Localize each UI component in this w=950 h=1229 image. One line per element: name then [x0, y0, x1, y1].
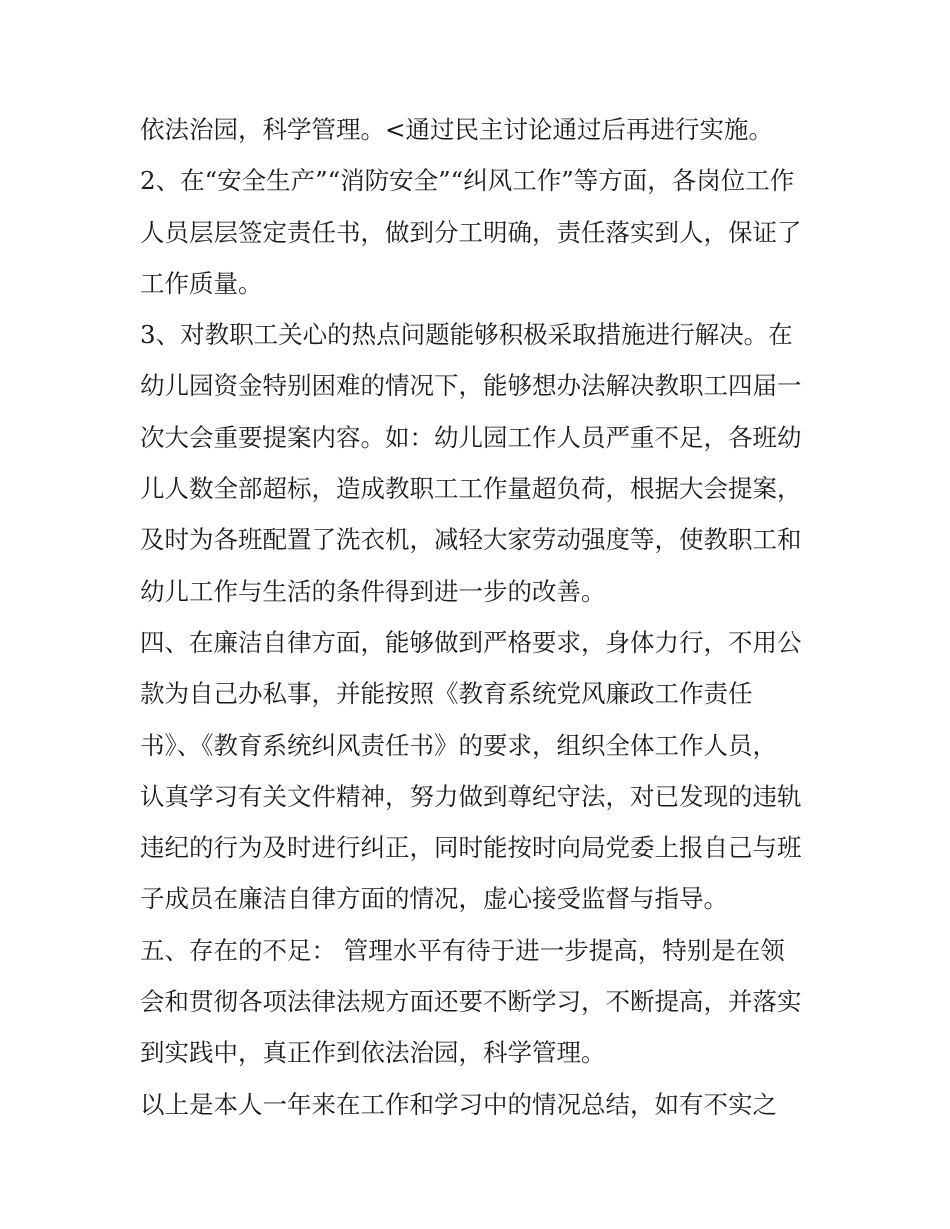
text-line: 幼儿园资金特别困难的情况下，能够想办法解决教职工四届一: [140, 371, 802, 401]
text-line: 书》、《教育系统纠风责任书》的要求，组织全体工作人员，: [140, 730, 777, 760]
text-line: 2、在“安全生产”“消防安全”“纠风工作”等方面，各岗位工作: [140, 166, 795, 196]
text-line: 五、存在的不足： 管理水平有待于进一步提高，特别是在领: [140, 935, 785, 965]
body-text: [140, 104, 820, 1130]
text-line: 3、对教职工关心的热点问题能够积极采取措施进行解决。在: [140, 320, 793, 350]
text-line: 到实践中，真正作到依法治园，科学管理。: [140, 1038, 606, 1068]
text-line: 依法治园，科学管理。<通过民主讨论通过后再进行实施。: [140, 115, 774, 144]
text-line: 违纪的行为及时进行纠正，同时能按时向局党委上报自己与班: [140, 833, 802, 863]
text-line: 及时为各班配置了洗衣机，减轻大家劳动强度等，使教职工和: [140, 525, 802, 555]
text-line: 工作质量。: [140, 268, 263, 298]
text-line: 以上是本人一年来在工作和学习中的情况总结，如有不实之: [140, 1089, 777, 1119]
text-line: 次大会重要提案内容。如：幼儿园工作人员严重不足，各班幼: [140, 422, 802, 452]
text-line: 儿人数全部超标，造成教职工工作量超负荷，根据大会提案，: [140, 474, 802, 504]
text-line: 会和贯彻各项法律法规方面还要不断学习，不断提高，并落实: [140, 987, 802, 1017]
text-line: 子成员在廉洁自律方面的情况，虚心接受监督与指导。: [140, 884, 728, 914]
text-line: 幼儿工作与生活的条件得到进一步的改善。: [140, 576, 606, 606]
text-line: 人员层层签定责任书，做到分工明确，责任落实到人，保证了: [140, 217, 802, 247]
text-line: 款为自己办私事，并能按照《教育系统党风廉政工作责任: [140, 679, 753, 709]
text-line: 四、在廉洁自律方面，能够做到严格要求，身体力行，不用公: [140, 627, 802, 657]
text-line: 认真学习有关文件精神，努力做到尊纪守法，对已发现的违轨: [140, 781, 802, 811]
